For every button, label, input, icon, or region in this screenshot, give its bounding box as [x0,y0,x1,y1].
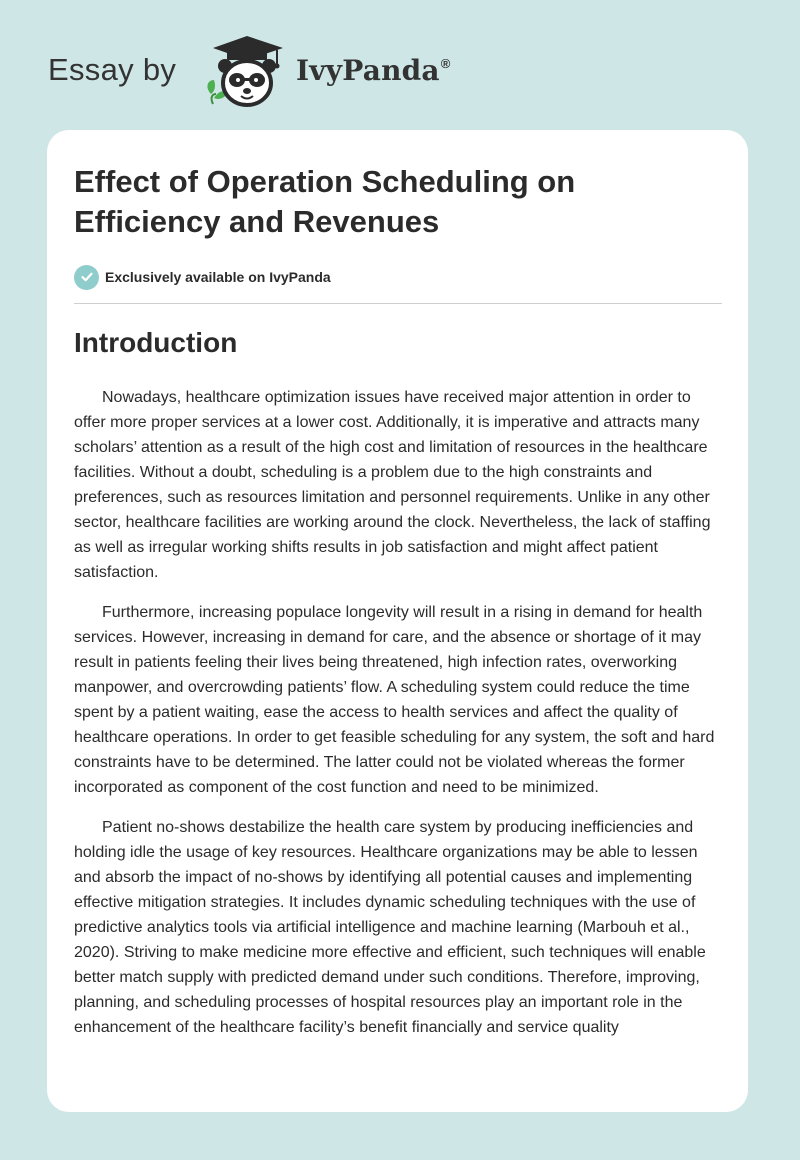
essay-body [74,385,726,1055]
site-header [0,0,800,120]
brand-name[interactable] [296,54,451,87]
paragraph: Patient no-shows destabilize the health care system by producing inefficiencies and holding idle the usage of key resources. Healthcare organizations may be able to lessen and absorb the impact of no-shows by identifying all potential causes and implementing effective mitigation strategies. It includes dynamic scheduling techniques with the use of predictive analytics tools via artificial intelligence and machine learning (Marbouh et al., 2020). Striving to make medicine more effective and efficient, such techniques will enable better match supply with predicted demand under such conditions. Therefore, improving, planning, and scheduling processes of hospital resources play an important role in the enhancement of the healthcare facility’s benefit financially and service quality [74,819,706,1036]
check-circle-icon [74,265,99,290]
panda-graduate-logo-icon[interactable] [203,36,287,108]
essay-by-label: Essay by [48,52,177,87]
exclusive-badge [74,264,331,290]
paragraph: Furthermore, increasing populace longevity will result in a rising in demand for health services. However, increasing in demand for care, and the absence or shortage of it may result in patients feeling their lives being threatened, high infection rates, overworking manpower, and overcrowding patients’ flow. A scheduling system could reduce the time spent by a patient waiting, ease the access to health services and affect the quality of healthcare operations. In order to get feasible scheduling for any system, the soft and hard constraints have to be determined. The latter could not be violated whereas the former incorporated as component of the cost function and need to be minimized. [74,604,715,796]
section-heading-introduction: Introduction [74,327,238,358]
exclusive-label: Exclusively available on IvyPanda [105,269,331,285]
essay-title: Effect of Operation Scheduling on Efficiency and Revenues [74,164,576,239]
essay-card [47,130,748,1112]
registered-mark: ® [440,56,451,71]
paragraph: Nowadays, healthcare optimization issues have received major attention in order to offer more proper services at a lower cost. Additionally, it is imperative and attracts many scholars’ attention as a result of the high cost and limitation of resources in the healthcare facilities. Without a doubt, scheduling is a problem due to the high constraints and preferences, such as resources limitation and personnel requirements. Unlike in any other sector, healthcare facilities are working around the clock. Nevertheless, the lack of staffing as well as irregular working shifts results in job satisfaction and might affect patient satisfaction. [74,389,711,581]
title-divider [74,303,722,304]
brand-name-text: IvyPanda [296,54,440,87]
